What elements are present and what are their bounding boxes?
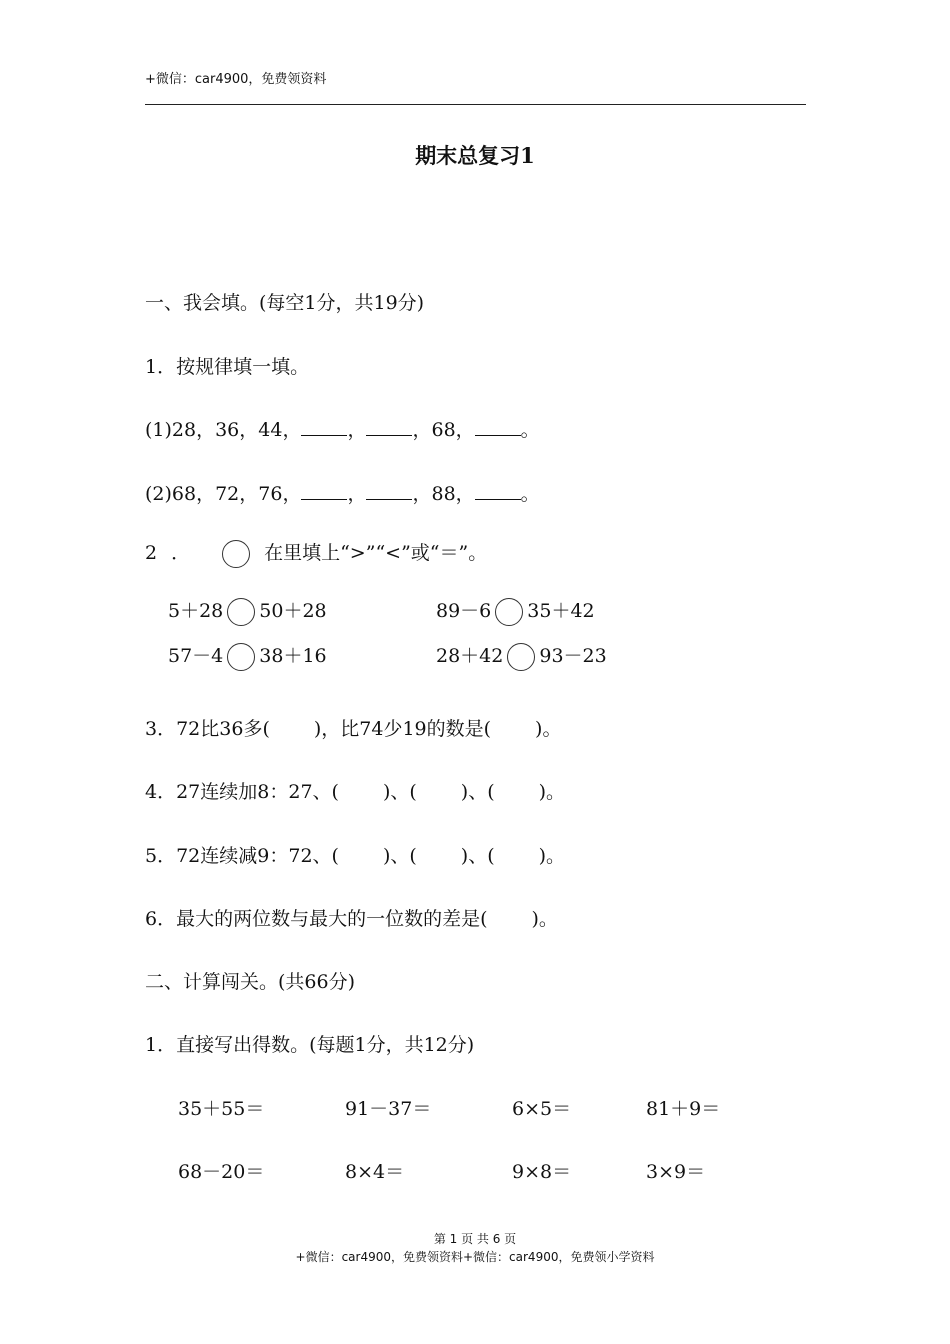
q4-line [145, 777, 565, 804]
section1-heading: 一、我会填。(每空1分，共19分) [145, 292, 425, 314]
header-note: +微信：car4900，免费领资料 [145, 72, 327, 87]
q3-text-b: )，比74少19的数是( [313, 718, 492, 740]
seq2-blank-2[interactable] [366, 483, 412, 500]
compare-item-2 [436, 596, 595, 626]
q5-text-a: 5．72连续减9：72、( [145, 845, 339, 867]
compare-right: 93－23 [539, 645, 607, 667]
q4-text-a: 4．27连续加8：27、( [145, 781, 339, 803]
compare-left: 89－6 [436, 600, 492, 622]
footer-page: 第 1 页 共 6 页 [433, 1232, 517, 1246]
q5-line [145, 841, 565, 868]
calc-item: 3×9＝ [646, 1161, 706, 1183]
q1-seq2: (2)68，72，76， ， ，88， 。 [145, 483, 540, 505]
compare-right: 50＋28 [259, 600, 327, 622]
header-rule [145, 104, 806, 105]
calc-item: 68－20＝ [178, 1161, 265, 1183]
compare-circle[interactable] [495, 598, 523, 626]
circle-icon [222, 540, 250, 568]
compare-left: 5＋28 [168, 600, 224, 622]
q2-label: 2． [145, 542, 205, 564]
q4-text-d: )。 [538, 781, 566, 803]
compare-item-1 [168, 596, 327, 626]
q5-text-b: )、( [382, 845, 417, 867]
q4-text-c: )、( [460, 781, 495, 803]
seq2-mid: 88， [431, 483, 475, 505]
q1-seq1: (1)28，36，44， ， ，68， 。 [145, 419, 540, 441]
calc-item: 9×8＝ [512, 1161, 572, 1183]
seq1-mid: 68， [431, 419, 475, 441]
calc-item: 8×4＝ [345, 1161, 405, 1183]
calc-item: 6×5＝ [512, 1098, 572, 1120]
compare-right: 38＋16 [259, 645, 327, 667]
compare-circle[interactable] [507, 643, 535, 671]
seq2-blank-3[interactable] [475, 483, 521, 500]
compare-circle[interactable] [227, 643, 255, 671]
seq2-blank-1[interactable] [301, 483, 347, 500]
calc-item: 81＋9＝ [646, 1098, 721, 1120]
q6-text-b: )。 [531, 908, 558, 930]
q1-label: 1．按规律填一填。 [145, 356, 310, 378]
q5-text-c: )、( [460, 845, 495, 867]
compare-left: 28＋42 [436, 645, 504, 667]
q4-text-b: )、( [382, 781, 417, 803]
q2-instruction: 在里填上“>”“<”或“＝”。 [264, 542, 488, 564]
compare-left: 57－4 [168, 645, 224, 667]
seq2-prefix: (2)68，72，76， [145, 483, 302, 505]
section2-heading: 二、计算闯关。(共66分) [145, 971, 356, 993]
q6-text-a: 6．最大的两位数与最大的一位数的差是( [145, 908, 488, 930]
q3-line [145, 714, 561, 741]
s2-q1-label: 1．直接写出得数。(每题1分，共12分) [145, 1034, 475, 1056]
compare-circle[interactable] [227, 598, 255, 626]
q3-text-a: 3．72比36多( [145, 718, 270, 740]
seq1-blank-3[interactable] [475, 419, 521, 436]
q5-text-d: )。 [538, 845, 566, 867]
page-title: 期末总复习1 [415, 143, 535, 168]
q6-line [145, 904, 558, 931]
q2-line [145, 538, 487, 568]
calc-item: 35＋55＝ [178, 1098, 265, 1120]
seq1-prefix: (1)28，36，44， [145, 419, 302, 441]
footer-note: +微信：car4900，免费领资料+微信：car4900，免费领小学资料 [295, 1250, 655, 1264]
calc-item: 91－37＝ [345, 1098, 432, 1120]
seq1-blank-2[interactable] [366, 419, 412, 436]
compare-item-3 [168, 641, 327, 671]
compare-right: 35＋42 [527, 600, 595, 622]
q3-text-c: )。 [535, 718, 562, 740]
compare-item-4 [436, 641, 607, 671]
seq1-blank-1[interactable] [301, 419, 347, 436]
